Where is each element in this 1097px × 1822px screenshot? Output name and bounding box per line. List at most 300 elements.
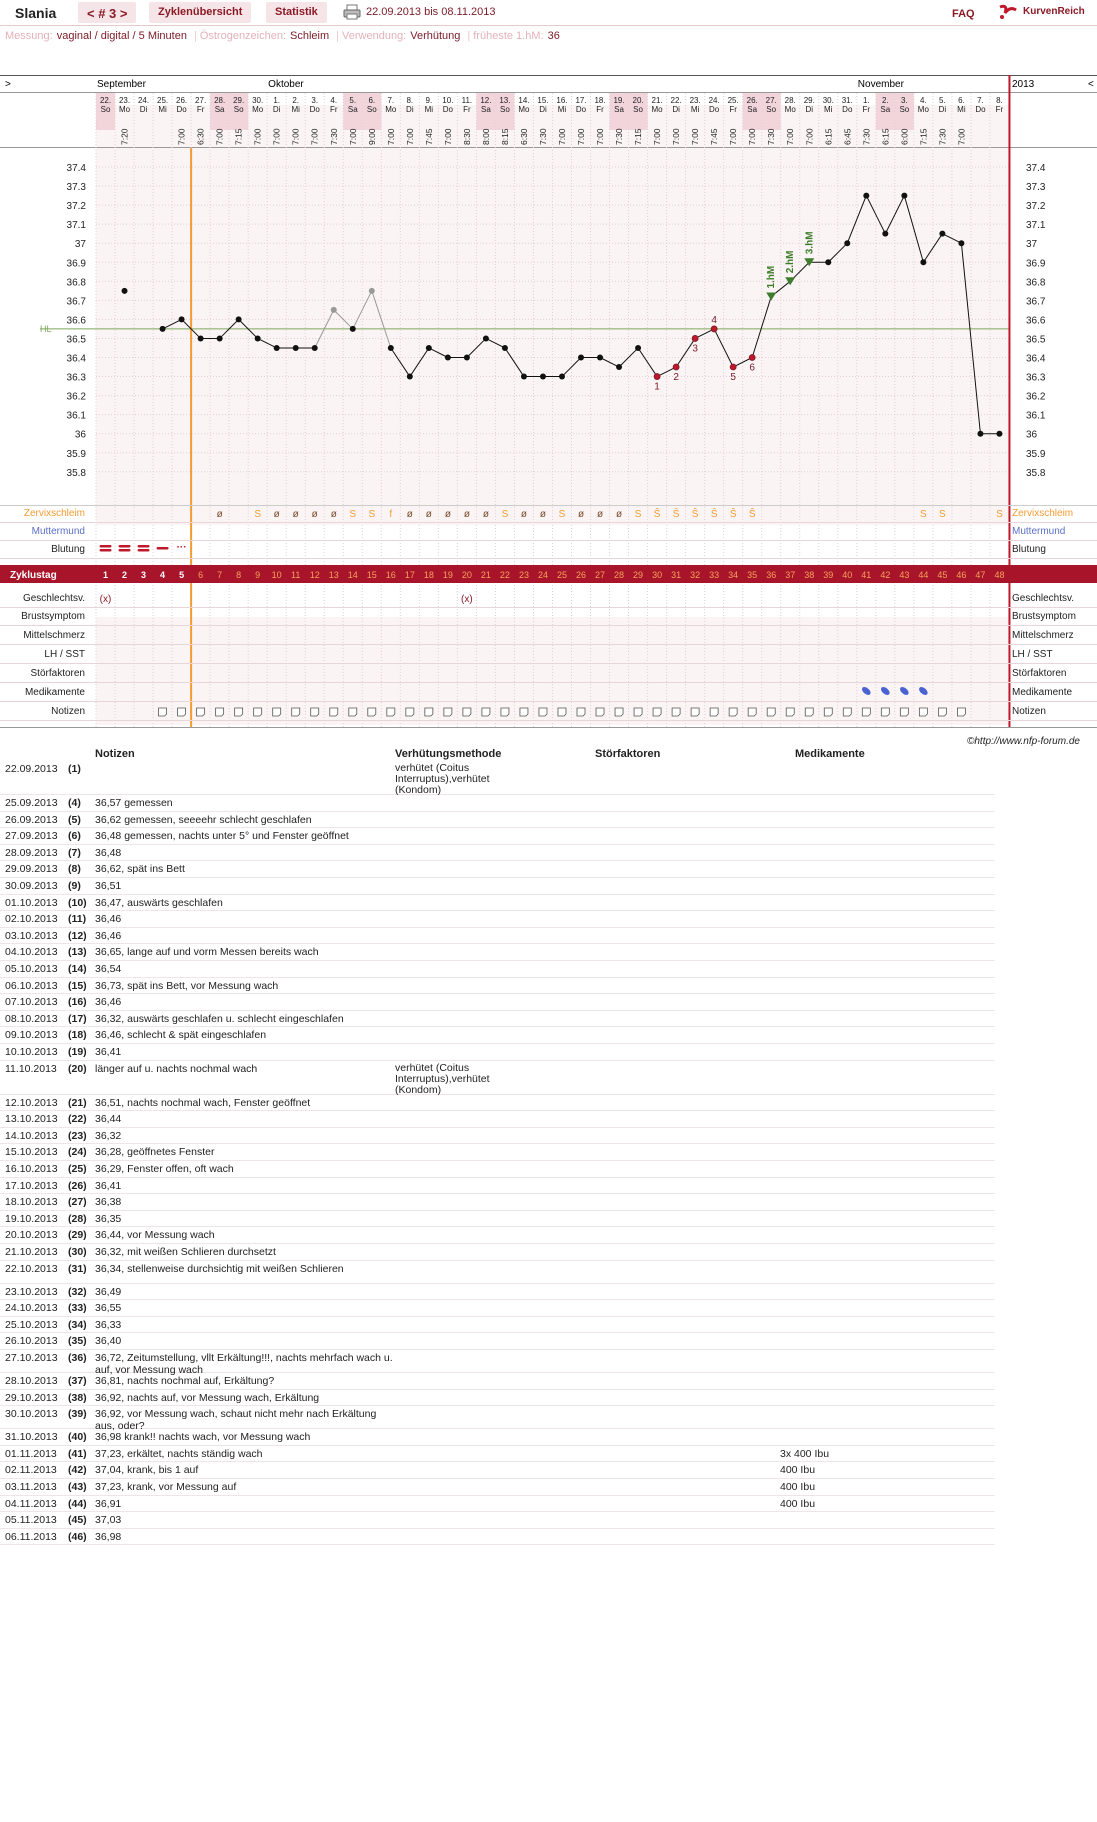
row-note: 36,41 — [95, 1179, 122, 1192]
date-label: 2. — [881, 96, 889, 105]
date-label: 28. — [214, 96, 226, 105]
row-note: 36,34, stellenweise durchsichtig mit weißen Schlieren — [95, 1262, 344, 1275]
print-icon[interactable] — [343, 4, 361, 20]
table-row — [0, 1162, 995, 1178]
row-date: 02.11.2013 — [5, 1464, 57, 1477]
note-icon — [596, 708, 604, 716]
table-row — [0, 1497, 995, 1513]
table-row — [0, 846, 995, 862]
table-row — [0, 979, 995, 995]
note-icon — [748, 708, 756, 716]
date-label: 30. — [822, 96, 834, 105]
mucus-symbol: ø — [273, 509, 280, 520]
row-note: 36,40 — [95, 1335, 122, 1348]
weekday-label: Fr — [329, 105, 338, 114]
row-note: 36,47, auswärts geschlafen — [95, 896, 223, 909]
y-tick-right: 36.1 — [1026, 410, 1046, 422]
weekday-label: Mo — [651, 105, 663, 114]
row-date: 06.10.2013 — [5, 979, 58, 992]
row-date: 04.11.2013 — [5, 1497, 57, 1510]
note-icon — [919, 708, 927, 716]
row-date: 23.10.2013 — [5, 1285, 58, 1298]
row-date: 29.10.2013 — [5, 1391, 58, 1404]
note-icon — [900, 708, 908, 716]
date-label: 27. — [195, 96, 207, 105]
date-label: 11. — [461, 96, 473, 105]
date-label: 7. — [387, 96, 395, 105]
row-note: 37,23, erkältet, nachts ständig wach — [95, 1447, 263, 1460]
row-note: 36,35 — [95, 1212, 122, 1225]
table-row — [0, 1245, 995, 1261]
mucus-symbol: Ŝ — [672, 509, 680, 520]
note-icon — [805, 708, 813, 716]
row-date: 10.10.2013 — [5, 1046, 58, 1058]
table-row — [0, 1530, 995, 1546]
table-row — [0, 1195, 995, 1211]
row-date: 04.10.2013 — [5, 946, 58, 959]
note-icon — [824, 708, 832, 716]
weekday-label: Do — [575, 105, 587, 114]
y-tick-right: 37.1 — [1026, 220, 1046, 232]
row-cycleday: (22) — [68, 1113, 87, 1126]
measurement-time: 7:00 — [671, 128, 682, 145]
low-temp-label: 6 — [749, 362, 755, 374]
cycleday-number: 23 — [518, 570, 529, 580]
y-tick-left: 36 — [74, 429, 86, 441]
table-row — [0, 862, 995, 878]
row-date: 14.10.2013 — [5, 1129, 58, 1142]
row-cycleday: (11) — [68, 913, 87, 926]
weekday-label: Mi — [424, 105, 434, 114]
note-icon — [463, 708, 471, 716]
row-cycleday: (28) — [68, 1212, 87, 1225]
weekday-label: Mi — [690, 105, 700, 114]
row-date: 21.10.2013 — [5, 1246, 58, 1258]
table-row — [0, 1301, 995, 1317]
row-cycleday: (1) — [68, 763, 81, 775]
cycleday-number: 29 — [633, 570, 644, 580]
row-date: 22.10.2013 — [5, 1262, 58, 1275]
note-icon — [349, 708, 357, 716]
row-date: 25.10.2013 — [5, 1318, 58, 1331]
intercourse-symbol: (x) — [461, 594, 473, 605]
row-date: 08.10.2013 — [5, 1012, 58, 1025]
month-label: Oktober — [268, 79, 304, 90]
row-note: 36,46 — [95, 929, 122, 942]
table-row — [0, 1374, 995, 1390]
cycleday-number: 13 — [328, 570, 339, 580]
row-note: 37,04, krank, bis 1 auf — [95, 1464, 199, 1477]
row-date: 26.10.2013 — [5, 1335, 58, 1348]
temp-point — [692, 335, 698, 341]
temp-point — [293, 345, 299, 351]
row-cycleday: (32) — [68, 1285, 87, 1298]
row-date: 26.09.2013 — [5, 813, 58, 826]
mucus-symbol: Ŝ — [748, 509, 756, 520]
temp-point — [312, 345, 318, 351]
cycleday-number: 35 — [747, 570, 758, 580]
row-date: 13.10.2013 — [5, 1113, 58, 1126]
date-label: 23. — [689, 96, 701, 105]
cycleday-number: 17 — [404, 570, 415, 580]
date-label: 8. — [996, 96, 1003, 105]
row-meds: 400 Ibu — [780, 1481, 816, 1493]
date-label: 15. — [537, 96, 549, 105]
measurement-time: 7:15 — [633, 128, 644, 145]
row-date: 27.10.2013 — [5, 1352, 58, 1364]
row-note: 36,41 — [95, 1046, 122, 1058]
cycleday-number: 42 — [880, 570, 891, 580]
date-label: 31. — [841, 96, 853, 105]
row-cycleday: (13) — [68, 946, 87, 959]
y-tick-right: 37.3 — [1026, 182, 1046, 194]
weekday-label: Fr — [463, 105, 471, 114]
cycleday-number: 4 — [160, 570, 166, 580]
row-label-right: Notizen — [1012, 706, 1046, 717]
cycleday-label: Zyklustag — [10, 570, 57, 581]
row-note: 36,44 — [95, 1113, 122, 1126]
info-label-estrogen: Östrogenzeichen: — [199, 30, 287, 42]
cycleday-number: 16 — [385, 570, 396, 580]
measurement-time: 6:15 — [823, 128, 834, 145]
row-date: 06.11.2013 — [5, 1530, 57, 1543]
date-label: 9. — [425, 96, 433, 105]
note-icon — [672, 708, 680, 716]
row-note: 36,73, spät ins Bett, vor Messung wach — [95, 979, 279, 992]
weekday-label: So — [500, 105, 510, 114]
table-row — [0, 1351, 995, 1376]
row-note: 36,91 — [95, 1497, 122, 1510]
date-label: 25. — [157, 96, 169, 105]
kurvenreich-logo[interactable] — [997, 3, 1097, 21]
y-tick-right: 36.8 — [1026, 277, 1046, 289]
date-label: 7. — [977, 96, 984, 105]
cycleday-number: 32 — [690, 570, 701, 580]
table-row — [0, 929, 995, 945]
row-label-left: Blutung — [51, 544, 85, 555]
measurement-time: 7:00 — [652, 128, 663, 145]
note-icon — [425, 708, 433, 716]
measurement-time: 7:30 — [766, 128, 777, 145]
note-icon — [159, 708, 167, 716]
date-range: 22.09.2013 bis 08.11.2013 — [366, 6, 496, 18]
date-label: 2. — [292, 96, 300, 105]
measurement-time: 7:00 — [309, 128, 320, 145]
temp-point — [388, 345, 394, 351]
row-note: 36,28, geöffnetes Fenster — [95, 1146, 215, 1159]
weekday-label: Do — [309, 105, 320, 114]
date-label: 28. — [784, 96, 796, 105]
info-value-usage: Verhütung — [410, 30, 461, 42]
copyright: ©http://www.nfp-forum.de — [967, 736, 1080, 747]
row-note: 36,32, mit weißen Schlieren durchsetzt — [95, 1246, 276, 1258]
row-cycleday: (36) — [68, 1352, 87, 1364]
mucus-symbol: S — [939, 509, 946, 520]
temp-point — [920, 259, 926, 265]
row-method: verhütet (Coitus Interruptus),verhütet (Kondom) — [395, 762, 490, 796]
row-label-right: Brustsymptom — [1012, 611, 1076, 622]
row-label-left: Notizen — [51, 706, 85, 717]
weekday-label: Di — [139, 105, 148, 114]
measurement-time: 7:30 — [328, 128, 339, 145]
row-cycleday: (4) — [68, 797, 81, 809]
table-row — [0, 1318, 995, 1334]
row-label-right: Blutung — [1012, 544, 1046, 555]
measurement-time: 7:00 — [347, 128, 358, 145]
row-cycleday: (6) — [68, 830, 81, 843]
bleeding-heavy-mark — [100, 545, 112, 548]
measurement-time: 7:00 — [576, 128, 587, 145]
weekday-label: Do — [442, 105, 453, 114]
y-tick-left: 37.1 — [66, 220, 86, 232]
table-row — [0, 1513, 995, 1529]
mucus-symbol: ø — [615, 509, 623, 520]
weekday-label: Mo — [118, 105, 131, 114]
row-note: 36,33 — [95, 1318, 122, 1331]
row-cycleday: (15) — [68, 979, 87, 992]
row-meds: 400 Ibu — [780, 1497, 816, 1510]
y-tick-left: 37 — [74, 239, 86, 251]
measurement-time: 6:45 — [842, 128, 853, 145]
mucus-symbol: ø — [463, 509, 470, 520]
row-note: 36,57 gemessen — [95, 797, 173, 809]
row-meds: 400 Ibu — [780, 1464, 816, 1477]
weekday-label: Fr — [196, 105, 205, 114]
note-icon — [710, 708, 718, 716]
row-label-left: Mittelschmerz — [23, 630, 85, 641]
weekday-label: Di — [938, 105, 947, 114]
note-icon — [767, 708, 775, 716]
date-label: 22. — [99, 96, 112, 105]
row-cycleday: (20) — [68, 1062, 87, 1075]
cycleday-number: 20 — [461, 570, 472, 580]
row-date: 18.10.2013 — [5, 1196, 58, 1209]
row-note: 36,65, lange auf und vorm Messen bereits wach — [95, 946, 319, 959]
note-icon — [938, 708, 946, 716]
temp-point — [407, 374, 413, 380]
row-cycleday: (19) — [68, 1046, 87, 1058]
cycleday-number: 2 — [122, 570, 128, 580]
measurement-time: 7:00 — [252, 128, 263, 145]
weekday-label: Mi — [291, 105, 300, 114]
higher-temp-label: 1.hM — [766, 265, 778, 289]
row-note: 36,51 — [95, 880, 122, 892]
intercourse-symbol: (x) — [99, 594, 112, 605]
row-cycleday: (35) — [68, 1335, 87, 1348]
measurement-time: 7:20 — [119, 128, 130, 145]
row-note: 36,44, vor Messung wach — [95, 1229, 215, 1242]
measurement-time: 7:00 — [404, 128, 415, 145]
mucus-symbol: ø — [330, 509, 337, 520]
temp-point — [483, 335, 489, 341]
note-icon — [368, 708, 376, 716]
note-icon — [444, 708, 452, 716]
cycleday-number: 21 — [480, 570, 491, 580]
table-row — [0, 945, 995, 961]
note-icon — [235, 708, 243, 716]
weekday-label: Sa — [347, 105, 358, 114]
table-row — [0, 813, 995, 829]
weekday-label: Fr — [596, 105, 604, 114]
date-label: 12. — [480, 96, 492, 105]
mucus-symbol: S — [558, 509, 566, 520]
measurement-time: 7:00 — [176, 128, 187, 145]
weekday-label: Mi — [824, 105, 833, 114]
row-label-left: LH / SST — [44, 649, 85, 660]
scroll-left-arrow: > — [5, 79, 11, 90]
row-date: 16.10.2013 — [5, 1163, 58, 1175]
low-temp-label: 4 — [711, 314, 717, 326]
bleeding-heavy-mark — [138, 545, 150, 548]
weekday-label: Di — [272, 105, 281, 114]
cycleday-number: 14 — [347, 570, 358, 580]
measurement-time: 6:30 — [195, 128, 206, 145]
row-cycleday: (42) — [68, 1464, 87, 1477]
temp-point — [673, 364, 679, 370]
row-date: 30.09.2013 — [5, 880, 58, 892]
higher-temp-label: 2.hM — [785, 250, 797, 274]
date-label: 29. — [803, 96, 815, 105]
table-row — [0, 762, 995, 795]
weekday-label: Di — [672, 105, 680, 114]
coverline-label: HL — [40, 323, 52, 334]
weekday-label: Sa — [880, 105, 891, 114]
y-tick-left: 36.1 — [66, 410, 86, 422]
note-icon — [387, 708, 395, 716]
date-label: 1. — [862, 96, 870, 105]
row-note: 36,46 — [95, 996, 122, 1009]
temp-point — [521, 374, 527, 380]
weekday-label: So — [366, 105, 377, 114]
row-date: 19.10.2013 — [5, 1212, 58, 1225]
row-date: 05.11.2013 — [5, 1514, 57, 1527]
date-label: 29. — [233, 96, 245, 105]
temp-point — [977, 431, 983, 437]
cycleday-number: 45 — [937, 570, 948, 580]
table-row — [0, 912, 995, 928]
row-date: 03.10.2013 — [5, 929, 58, 942]
date-label: 5. — [349, 96, 357, 105]
cycleday-number: 44 — [918, 570, 929, 580]
tab-cycle-overview[interactable]: Zyklenübersicht — [149, 2, 251, 23]
cycleday-number: 18 — [423, 570, 434, 580]
cycleday-number: 47 — [975, 570, 986, 580]
row-label-right: Geschlechtsv. — [1012, 593, 1075, 604]
note-icon — [216, 708, 224, 716]
row-note: 36,54 — [95, 963, 122, 975]
weekday-label: Mo — [385, 105, 397, 114]
weekday-label: Mo — [917, 105, 929, 114]
cycleday-number: 15 — [366, 570, 377, 580]
cycleday-number: 48 — [994, 570, 1005, 580]
row-method: verhütet (Coitus Interruptus),verhütet (Kondom) — [395, 1061, 490, 1096]
cycleday-number: 11 — [291, 570, 301, 580]
row-date: 03.11.2013 — [5, 1481, 57, 1493]
temp-point — [711, 326, 717, 332]
note-icon — [577, 708, 585, 716]
row-note: 36,46, schlecht & spät eingeschlafen — [95, 1029, 267, 1042]
measurement-time: 6:15 — [880, 128, 891, 145]
note-icon — [957, 708, 965, 716]
weekday-label: Do — [176, 105, 187, 114]
cycleday-number: 41 — [861, 570, 872, 580]
row-date: 17.10.2013 — [5, 1179, 58, 1192]
mucus-symbol: Ŝ — [653, 509, 661, 520]
date-label: 5. — [939, 96, 946, 105]
faq-link[interactable]: FAQ — [952, 8, 975, 20]
row-note: 36,51, nachts nochmal wach, Fenster geöffnet — [95, 1096, 311, 1109]
meds-header: Medikamente — [795, 748, 865, 760]
temp-point — [654, 374, 660, 380]
temp-point — [236, 316, 242, 322]
note-icon — [539, 708, 547, 716]
measurement-time: 7:00 — [214, 128, 225, 145]
row-cycleday: (38) — [68, 1391, 87, 1404]
temp-point — [635, 345, 641, 351]
mucus-symbol: ø — [596, 509, 604, 520]
row-note: 36,32, auswärts geschlafen u. schlecht eingeschlafen — [95, 1012, 344, 1025]
date-label: 3. — [901, 96, 908, 105]
mucus-symbol: ø — [292, 509, 299, 520]
measurement-time: 8:00 — [480, 128, 491, 145]
measurement-time: 7:00 — [595, 128, 606, 145]
y-tick-right: 36.6 — [1026, 315, 1046, 327]
mucus-symbol: f — [389, 509, 393, 520]
cycleday-number: 37 — [785, 570, 796, 580]
table-row — [0, 1096, 995, 1112]
info-value-first-hm: 36 — [547, 30, 560, 42]
date-label: 24. — [137, 96, 150, 105]
date-label: 30. — [252, 96, 264, 105]
disturb-header: Störfaktoren — [595, 748, 661, 760]
temp-point — [274, 345, 280, 351]
table-row — [0, 1430, 995, 1446]
row-cycleday: (8) — [68, 863, 81, 876]
cycle-navigation[interactable]: < # 3 > — [78, 2, 136, 23]
note-icon — [634, 708, 642, 716]
temp-point — [939, 231, 945, 237]
weekday-label: Mi — [158, 105, 167, 114]
low-temp-label: 2 — [673, 372, 679, 384]
table-row — [0, 1262, 995, 1284]
table-row — [0, 995, 995, 1011]
note-icon — [501, 708, 509, 716]
cycleday-number: 6 — [198, 570, 204, 580]
measurement-time: 7:15 — [918, 128, 929, 145]
note-icon — [558, 708, 566, 716]
row-date: 31.10.2013 — [5, 1431, 58, 1444]
date-label: 6. — [368, 96, 376, 105]
cycleday-number: 1 — [103, 570, 109, 580]
weekday-label: Fr — [729, 105, 737, 114]
cycleday-number: 36 — [766, 570, 777, 580]
y-tick-left: 36.5 — [66, 334, 86, 346]
mucus-symbol: Ŝ — [729, 509, 737, 520]
row-note: 37,03 — [95, 1514, 122, 1527]
note-icon — [482, 708, 490, 716]
table-row — [0, 1334, 995, 1350]
tab-statistics[interactable]: Statistik — [266, 2, 327, 23]
date-label: 24. — [708, 96, 720, 105]
row-cycleday: (24) — [68, 1146, 87, 1159]
cycleday-number: 46 — [956, 570, 967, 580]
weekday-label: Di — [805, 105, 814, 114]
mucus-symbol: ø — [406, 509, 413, 520]
mucus-symbol: S — [254, 509, 262, 520]
row-note: 36,46 — [95, 913, 122, 926]
y-tick-right: 36 — [1026, 429, 1038, 441]
table-row — [0, 829, 995, 845]
